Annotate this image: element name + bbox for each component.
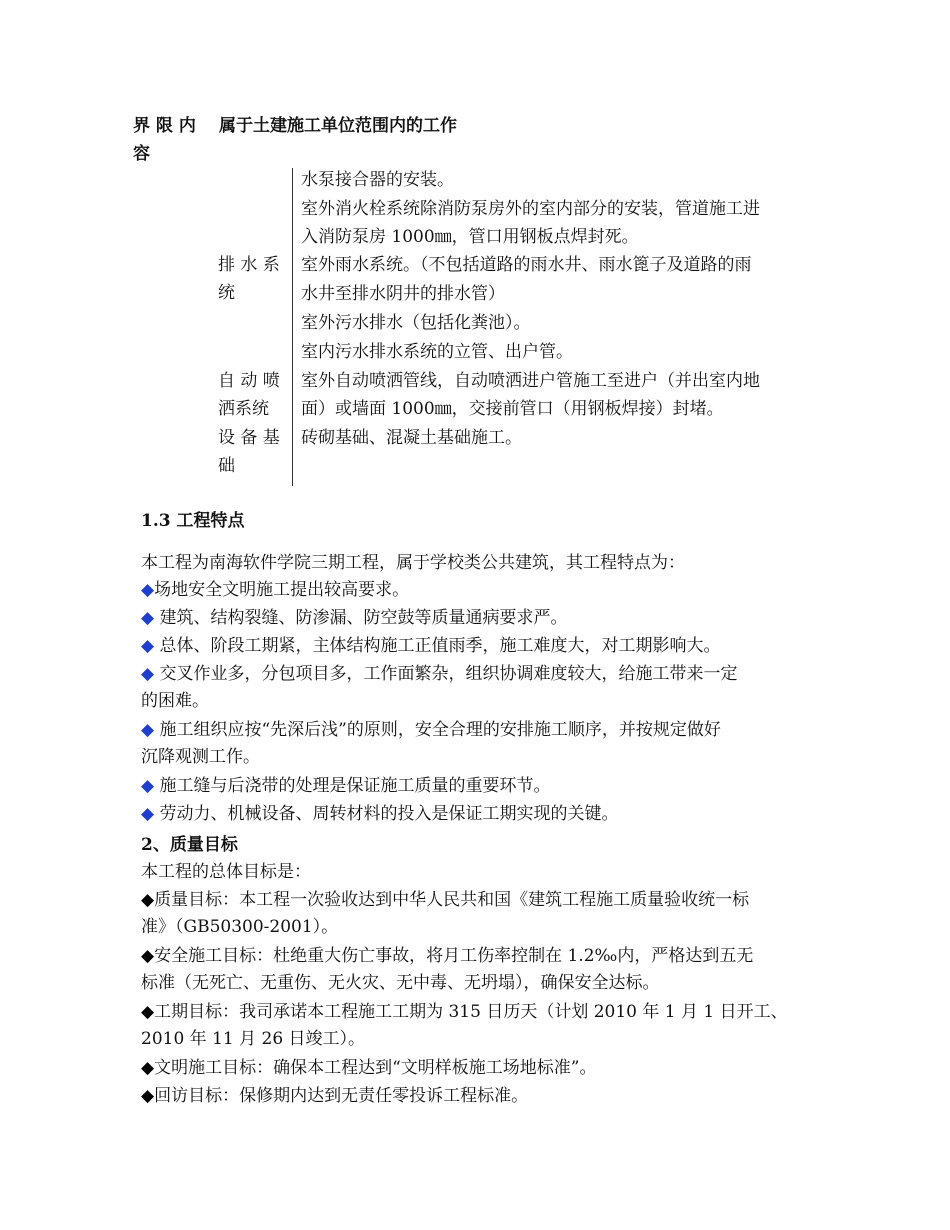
diamond-bullet-icon: ◆: [141, 1002, 155, 1022]
table-line: 室外雨水系统。（不包括道路的雨水井、雨水篦子及道路的雨: [301, 255, 752, 275]
section-1-3-intro: 本工程为南海软件学院三期工程，属于学校类公共建筑，其工程特点为：: [141, 553, 685, 573]
category-line: 洒系统: [218, 399, 269, 419]
diamond-bullet-icon: ◆: [141, 1058, 155, 1078]
category-drainage: [218, 251, 288, 307]
goal-item: ◆文明施工目标：确保本工程达到“文明样板施工场地标准”。: [141, 1058, 597, 1078]
table-line: 入消防泵房 1000㎜，管口用钢板点焊封死。: [301, 227, 639, 247]
feature-item: ◆ 劳动力、机械设备、周转材料的投入是保证工期实现的关键。: [141, 804, 619, 824]
category-line: 础: [218, 456, 235, 476]
header-col2: 属于土建施工单位范围内的工作: [219, 116, 457, 136]
table-line: 水井至排水阴井的排水管）: [301, 284, 505, 304]
goal-item: ◆工期目标：我司承诺本工程施工工期为 315 日历天（计划 2010 年 1 月 1 日开工、 2010 年 11 月 26 日竣工）。: [141, 1002, 788, 1049]
section-1-3-title: 1.3 工程特点: [141, 511, 245, 531]
goal-item: ◆安全施工目标：杜绝重大伤亡事故，将月工伤率控制在 1.2‰内，严格达到五无 标准（无死亡、无重伤、无火灾、无中毒、无坍塌），确保安全达标。: [141, 946, 754, 993]
table-line: 面）或墙面 1000㎜，交接前管口（用钢板焊接）封堵。: [301, 399, 724, 419]
category-line: 统: [218, 283, 235, 303]
diamond-bullet-icon: ◆: [141, 664, 155, 684]
category-line: 自 动 喷: [218, 371, 280, 391]
header-col1-line2: 容: [133, 144, 150, 164]
goal-item: ◆质量目标：本工程一次验收达到中华人民共和国《建筑工程施工质量验收统一标 准》（GB50300-2001）。: [141, 890, 750, 937]
diamond-bullet-icon: ◆: [141, 804, 155, 824]
feature-item: ◆ 施工缝与后浇带的处理是保证施工质量的重要环节。: [141, 776, 551, 796]
diamond-bullet-icon: ◆: [141, 776, 155, 796]
category-equipment-foundation: [218, 424, 288, 480]
feature-item: ◆ 总体、阶段工期紧，主体结构施工正值雨季，施工难度大，对工期影响大。: [141, 636, 721, 656]
header-col1: [133, 111, 196, 136]
feature-item: ◆ 施工组织应按“先深后浅”的原则，安全合理的安排施工顺序，并按规定做好 沉降观测工作。: [141, 720, 721, 767]
diamond-bullet-icon: ◆: [141, 890, 155, 910]
table-line: 水泵接合器的安装。: [301, 170, 454, 190]
diamond-bullet-icon: ◆: [141, 580, 155, 600]
goal-item: ◆回访目标：保修期内达到无责任零投诉工程标准。: [141, 1086, 529, 1106]
table-line: 砖砌基础、混凝土基础施工。: [301, 428, 522, 448]
feature-item: ◆场地安全文明施工提出较高要求。: [141, 580, 410, 600]
table-line: 室外消火栓系统除消防泵房外的室内部分的安装，管道施工进: [301, 199, 760, 219]
section-2-intro: 本工程的总体目标是：: [141, 862, 311, 882]
table-divider: [292, 168, 293, 486]
category-line: 排 水 系: [218, 255, 280, 275]
diamond-bullet-icon: ◆: [141, 946, 155, 966]
diamond-bullet-icon: ◆: [141, 720, 155, 740]
category-line: 设 备 基: [218, 428, 280, 448]
table-line: 室内污水排水系统的立管、出户管。: [301, 342, 573, 362]
feature-item: ◆ 建筑、结构裂缝、防渗漏、防空鼓等质量通病要求严。: [141, 608, 568, 628]
category-sprinkler: [218, 367, 288, 423]
section-2-title: 2、质量目标: [141, 835, 238, 855]
header-col1-line1: 界 限 内: [133, 116, 196, 136]
feature-item: ◆ 交叉作业多，分包项目多，工作面繁杂，组织协调难度较大，给施工带来一定 的困难。: [141, 664, 738, 711]
table-line: 室外污水排水（包括化粪池）。: [301, 313, 531, 333]
diamond-bullet-icon: ◆: [141, 608, 155, 628]
diamond-bullet-icon: ◆: [141, 636, 155, 656]
table-line: 室外自动喷洒管线，自动喷洒进户管施工至进户（并出室内地: [301, 371, 760, 391]
diamond-bullet-icon: ◆: [141, 1086, 155, 1106]
